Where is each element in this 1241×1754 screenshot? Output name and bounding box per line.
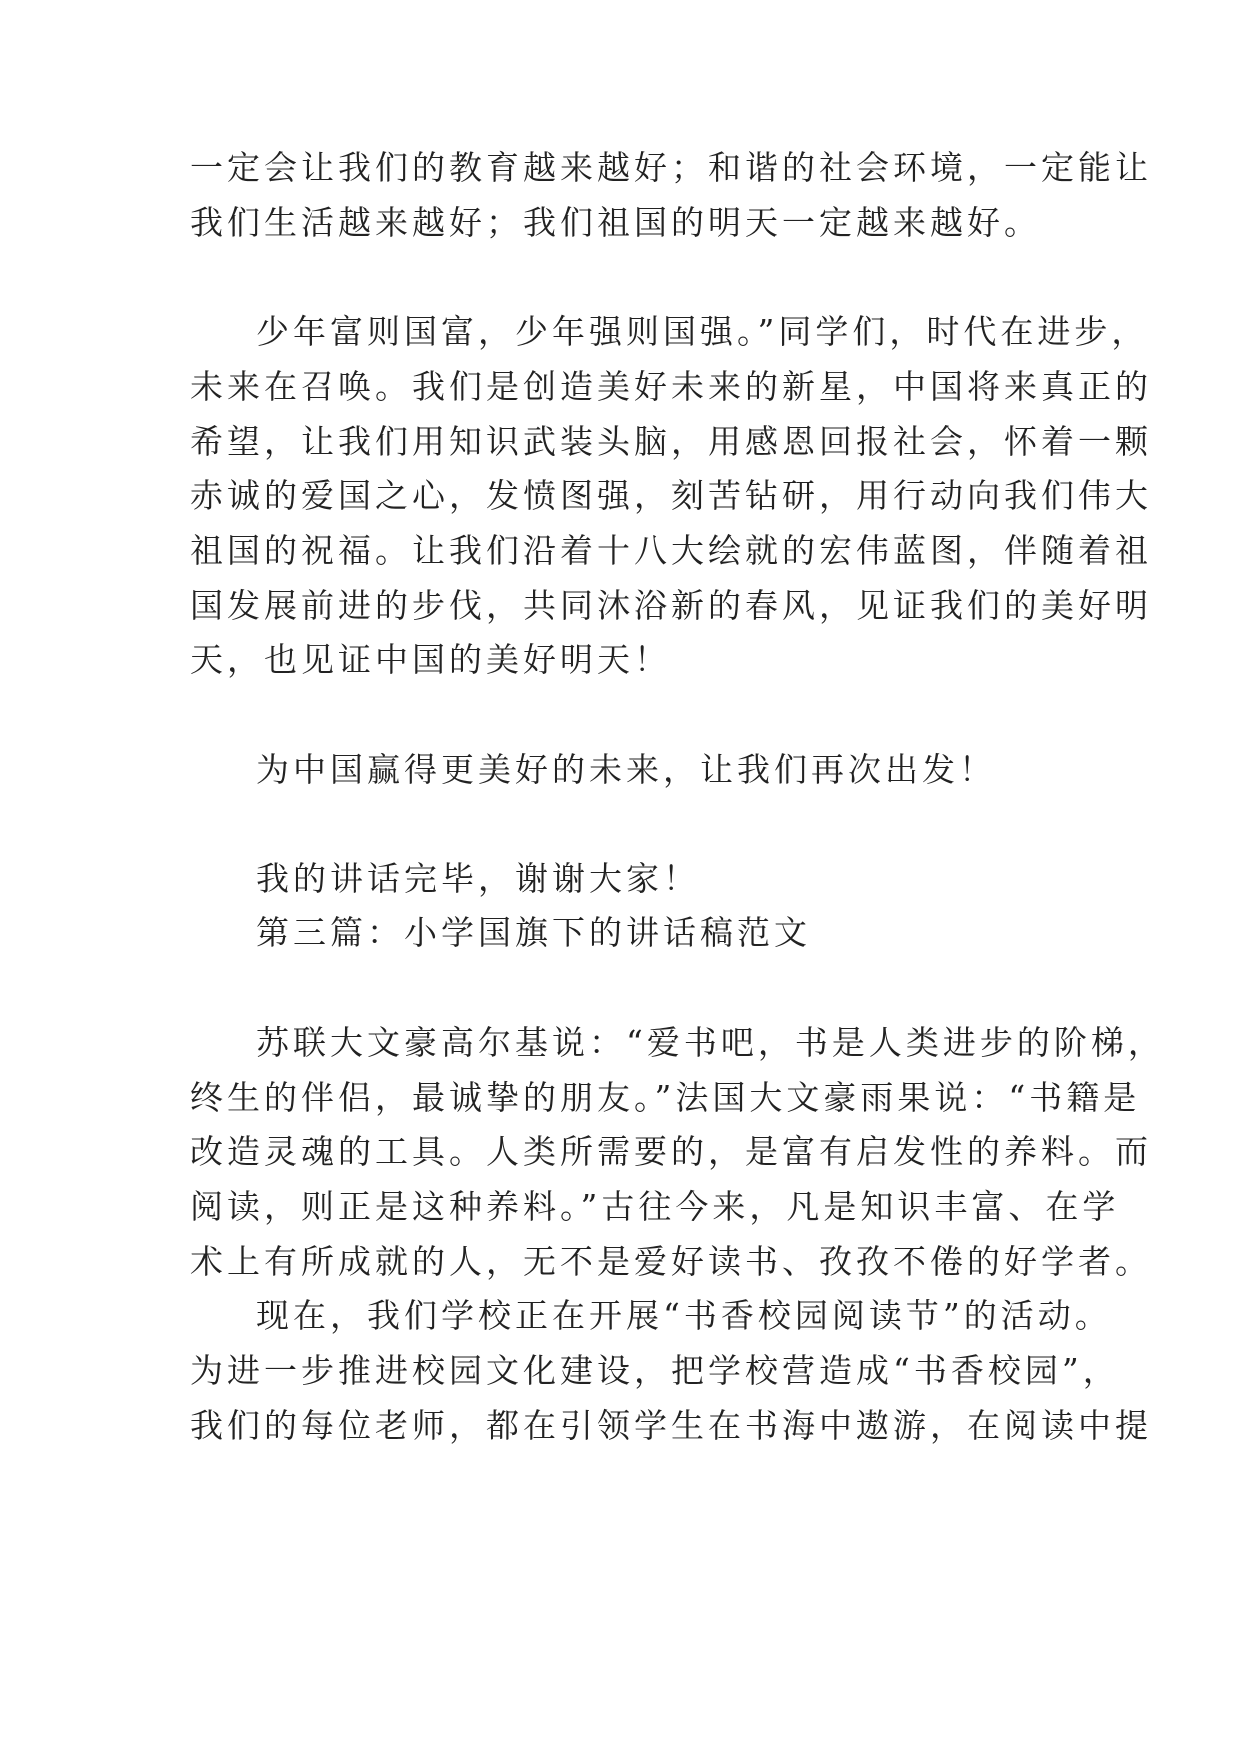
section-heading: 第三篇：小学国旗下的讲话稿范文: [256, 913, 811, 952]
text-line: 天，也见证中国的美好明天！: [190, 640, 671, 679]
text-line: 国发展前进的步伐，共同沐浴新的春风，见证我们的美好明: [190, 586, 1152, 625]
text-line: 终生的伴侣，最诚挚的朋友。”法国大文豪雨果说：“书籍是: [190, 1078, 1141, 1117]
text-line: 希望，让我们用知识武装头脑，用感恩回报社会，怀着一颗: [190, 422, 1152, 461]
text-line: 我的讲话完毕，谢谢大家！: [256, 859, 700, 898]
text-line: 少年富则国富，少年强则国强。”同学们，时代在进步，: [256, 312, 1149, 351]
text-line: 为进一步推进校园文化建设，把学校营造成“书香校园”，: [190, 1351, 1120, 1390]
text-line: 一定会让我们的教育越来越好；和谐的社会环境，一定能让: [190, 148, 1152, 187]
text-line: 我们的每位老师，都在引领学生在书海中遨游，在阅读中提: [190, 1406, 1152, 1445]
text-line: 术上有所成就的人，无不是爱好读书、孜孜不倦的好学者。: [190, 1242, 1152, 1281]
text-line: 赤诚的爱国之心，发愤图强，刻苦钻研，用行动向我们伟大: [190, 476, 1152, 515]
text-line: 我们生活越来越好；我们祖国的明天一定越来越好。: [190, 203, 1041, 242]
text-line: 未来在召唤。我们是创造美好未来的新星，中国将来真正的: [190, 367, 1152, 406]
text-line: 现在，我们学校正在开展“书香校园阅读节”的活动。: [256, 1296, 1112, 1335]
text-line: 为中国赢得更美好的未来，让我们再次出发！: [256, 750, 996, 789]
text-line: 阅读，则正是这种养料。”古往今来，凡是知识丰富、在学: [190, 1187, 1120, 1226]
text-line: 祖国的祝福。让我们沿着十八大绘就的宏伟蓝图，伴随着祖: [190, 531, 1152, 570]
text-line: 苏联大文豪高尔基说：“爱书吧，书是人类进步的阶梯，: [256, 1023, 1165, 1062]
text-line: 改造灵魂的工具。人类所需要的，是富有启发性的养料。而: [190, 1132, 1152, 1171]
